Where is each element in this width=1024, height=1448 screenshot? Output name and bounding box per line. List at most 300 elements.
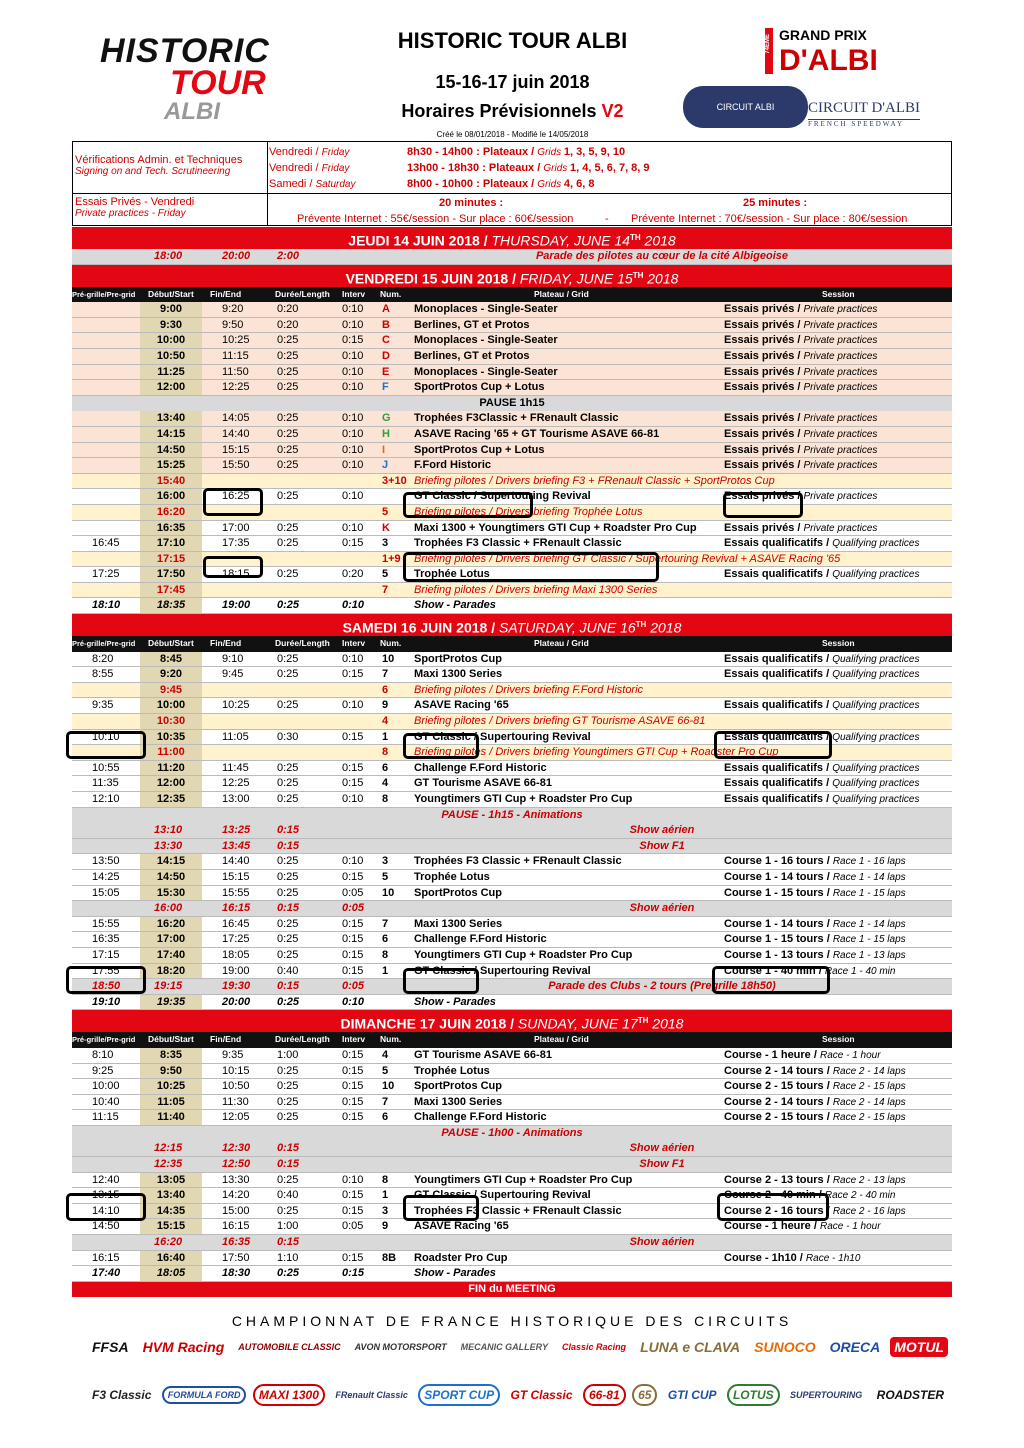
row-cell: Show aérien <box>629 824 695 837</box>
row-cell: 0:10 <box>342 412 364 425</box>
day-title: JEUDI 14 JUIN 2018 / <box>348 232 492 249</box>
row-cell: 0:15 <box>342 1251 364 1264</box>
session-cell <box>724 411 877 426</box>
row-cell: 12:10 <box>92 793 120 805</box>
row-cell: 0:25 <box>277 381 299 394</box>
column-header-cell: Durée/Length <box>275 638 330 649</box>
row-cell: Maxi 1300 Series <box>414 1095 503 1108</box>
row-cell: 1 <box>382 964 389 977</box>
session-en: Race - 1 hour <box>819 1221 881 1233</box>
row-cell: Briefing pilotes / Drivers briefing GT Tourisme ASAVE 66-81 <box>414 715 706 728</box>
row-cell: Trophée Lotus <box>414 568 490 581</box>
session-fr: Course 2 - 14 tours / <box>724 1064 833 1077</box>
row-cell: 0:15 <box>342 668 364 681</box>
sponsor-logo: LUNA e CLAVA <box>640 1339 741 1355</box>
session-cell <box>724 854 906 869</box>
row-cell: 11:05 <box>222 730 249 743</box>
table-row <box>72 1095 952 1111</box>
page-title: HISTORIC TOUR ALBI 15-16-17 juin 2018 Horaires Prévisionnels V2 Créé le 08/01/2018 - Modifié le 14/05/2018 <box>397 28 628 139</box>
row-cell: 12:35 <box>140 792 202 807</box>
session-fr: Course 1 - 16 tours / <box>724 855 833 868</box>
table-row <box>72 349 952 365</box>
session-fr: Course 2 - 13 tours / <box>724 1173 833 1186</box>
row-cell: 15:55 <box>92 917 120 930</box>
session-en: Qualifying practices <box>832 731 920 743</box>
highlight-box <box>714 731 832 759</box>
highlight-box <box>712 966 830 994</box>
row-cell: 0:10 <box>342 349 364 362</box>
row-cell: Trophée Lotus <box>414 870 490 883</box>
day-year: 2018 <box>646 619 682 636</box>
row-cell: 0:15 <box>342 537 364 550</box>
row-cell: Briefing pilotes / Drivers briefing F.Ford Historic <box>414 683 644 696</box>
table-row <box>72 318 952 334</box>
table-row <box>72 302 952 318</box>
session-fr: Course 1 - 14 tours / <box>724 917 833 930</box>
row-cell: 16:15 <box>222 1220 250 1233</box>
session-cell <box>724 458 877 473</box>
row-cell: 8 <box>382 948 389 961</box>
sponsor-logo: ORECA <box>829 1339 881 1355</box>
session-en: Private practices <box>803 304 878 316</box>
row-cell: 0:10 <box>342 699 364 712</box>
row-cell: 16:40 <box>140 1251 202 1266</box>
row-cell: 0:25 <box>277 1111 299 1124</box>
row-cell: Maxi 1300 + Youngtimers GTI Cup + Roadster Pro Cup <box>414 521 697 534</box>
row-cell: 17:45 <box>140 583 202 598</box>
session-en: Private practices <box>803 335 878 347</box>
row-cell: 6 <box>382 761 389 774</box>
row-cell: Parade des Clubs - 2 tours (Pregrille 18h50) <box>548 980 776 993</box>
session-fr: Essais privés / <box>724 459 804 472</box>
row-cell: 12:50 <box>222 1158 251 1171</box>
row-cell: 7 <box>382 583 389 596</box>
row-cell: 0:10 <box>342 303 364 316</box>
row-cell: Briefing pilotes / Drivers briefing GT Classic / Supertouring Revival + ASAVE Racing '65 <box>414 552 841 565</box>
session-cell <box>724 652 919 667</box>
row-cell: GT Classic / Supertouring Revival <box>414 964 591 977</box>
row-cell: ASAVE Racing '65 <box>414 699 509 712</box>
row-cell: 3 <box>382 537 389 550</box>
row-cell: 13:00 <box>222 793 250 805</box>
row-cell: 17:15 <box>140 552 202 567</box>
session-cell <box>724 318 877 333</box>
row-cell: 0:25 <box>277 1064 299 1077</box>
row-cell: 0:20 <box>342 568 364 581</box>
row-cell: F <box>382 381 389 394</box>
row-cell: 15:25 <box>140 458 202 473</box>
session-en: Race 1 - 14 laps <box>832 918 906 930</box>
session-en: Race 2 - 14 laps <box>832 1065 906 1077</box>
session-fr: Essais qualificatifs / <box>724 652 833 665</box>
row-cell: 0:15 <box>342 933 364 946</box>
highlight-box <box>66 731 146 759</box>
session-fr: Essais qualificatifs / <box>724 777 833 790</box>
row-cell: 7 <box>382 668 389 681</box>
row-cell: 0:15 <box>342 1189 364 1202</box>
day-band <box>72 265 952 287</box>
row-cell: 14:35 <box>140 1204 202 1219</box>
sponsor-logo: FFSA <box>92 1339 129 1355</box>
session-cell <box>724 443 877 458</box>
row-cell: 18:05 <box>140 1266 202 1281</box>
row-cell: ASAVE Racing '65 + GT Tourisme ASAVE 66-81 <box>414 427 660 440</box>
column-header-cell: Session <box>822 288 855 299</box>
row-cell: 13:30 <box>222 1173 250 1186</box>
grid-logo: GT Classic <box>510 1388 573 1402</box>
grid-logo: F3 Classic <box>92 1388 152 1402</box>
row-cell: 18:15 <box>222 568 250 581</box>
grid-logo: LOTUS <box>727 1384 780 1406</box>
row-cell: 0:10 <box>342 381 364 394</box>
row-cell: GT Classic / Supertouring Revival <box>414 490 591 503</box>
row-cell: 10:00 <box>92 1080 120 1093</box>
row-cell: 11:15 <box>92 1111 119 1124</box>
session-en: Race 1 - 15 laps <box>832 887 906 899</box>
row-cell: 0:05 <box>342 980 365 993</box>
row-cell: 18:05 <box>222 948 250 961</box>
table-row <box>72 411 952 427</box>
session-en: Race 2 - 40 min <box>824 1190 896 1202</box>
highlight-box <box>717 1193 829 1221</box>
row-cell: 8:20 <box>92 652 114 665</box>
table-row <box>72 1219 952 1235</box>
row-cell: 16:35 <box>92 933 120 946</box>
session-en: Private practices <box>803 460 878 472</box>
row-cell: 19:35 <box>140 995 202 1010</box>
row-cell: 8 <box>382 746 389 759</box>
highlight-box <box>723 492 803 518</box>
row-cell: 0:10 <box>342 995 365 1008</box>
row-cell: 14:15 <box>140 427 202 442</box>
row-cell: 10:40 <box>92 1095 120 1108</box>
session-fr: Course - 1 heure / <box>724 1048 820 1061</box>
session-fr: Essais privés / <box>724 412 804 425</box>
row-cell: 19:00 <box>222 964 250 977</box>
row-cell: 0:25 <box>277 349 299 362</box>
column-header-cell: Fin/End <box>210 1034 242 1045</box>
row-cell: F.Ford Historic <box>414 459 492 472</box>
row-cell: 0:25 <box>277 886 299 899</box>
row-cell: Parade des pilotes au cœur de la cité Albigeoise <box>535 250 789 262</box>
session-fr: Course 2 - 15 tours / <box>724 1111 833 1124</box>
row-cell: 15:05 <box>92 886 120 899</box>
row-cell: 9:50 <box>222 318 244 331</box>
session-fr: Course 1 - 13 tours / <box>724 948 833 961</box>
day-sup: TH <box>637 1016 649 1026</box>
table-row <box>72 1110 952 1126</box>
column-header-cell: Interv <box>342 1034 366 1045</box>
highlight-box <box>66 1193 146 1221</box>
row-cell: 0:25 <box>277 1080 299 1093</box>
row-cell: 16:35 <box>140 521 202 536</box>
session-fr: Essais privés / <box>724 490 804 503</box>
verif-time <box>407 160 650 176</box>
row-cell: 8:35 <box>140 1048 202 1063</box>
row-cell: 10 <box>382 886 395 899</box>
row-cell: 0:15 <box>342 730 364 743</box>
table-row <box>72 536 952 552</box>
row-cell: 4 <box>382 715 389 728</box>
session-en: Race 1 - 15 laps <box>832 934 906 946</box>
session-cell <box>724 1219 881 1234</box>
row-cell: 0:15 <box>277 839 300 852</box>
row-cell: 9 <box>382 699 389 712</box>
historic-tour-logo: HISTORIC TOUR ALBI <box>100 32 270 125</box>
row-cell: 12:25 <box>222 777 250 790</box>
session-fr: Course 1 - 15 tours / <box>724 933 833 946</box>
row-cell: 0:25 <box>277 599 300 612</box>
session-en: Race 1 - 14 laps <box>832 871 906 883</box>
table-row <box>72 776 952 792</box>
row-cell: 0:25 <box>277 521 299 534</box>
row-cell: 0:15 <box>342 870 364 883</box>
column-header-cell: Num. <box>380 288 402 299</box>
session-cell <box>724 427 877 442</box>
row-cell: 14:50 <box>140 870 202 885</box>
row-cell: E <box>382 365 390 378</box>
session-fr: Course - 1 heure / <box>724 1220 820 1233</box>
row-cell: 0:10 <box>342 1173 364 1186</box>
verif-day-en: Friday <box>321 163 350 174</box>
row-cell: 14:15 <box>140 854 202 869</box>
row-cell: 19:10 <box>92 995 121 1008</box>
highlight-box <box>203 556 263 578</box>
row-cell: 1:00 <box>277 1220 299 1233</box>
session-fr: Essais qualificatifs / <box>724 699 833 712</box>
row-cell: 0:10 <box>342 490 364 503</box>
table-row <box>72 932 952 948</box>
verif-grids: 1, 4, 5, 6, 7, 8, 9 <box>570 162 650 174</box>
row-cell: 14:20 <box>222 1189 250 1202</box>
row-cell: I <box>382 443 386 456</box>
row-cell: SportProtos Cup <box>414 1080 502 1093</box>
table-row <box>72 249 952 265</box>
row-cell: 13:05 <box>140 1173 202 1188</box>
row-cell: 10:15 <box>222 1064 250 1077</box>
row-cell: 0:25 <box>277 365 299 378</box>
row-cell: 1:00 <box>277 1048 299 1061</box>
row-cell: 18:50 <box>92 980 121 993</box>
row-cell: 8 <box>382 793 389 805</box>
row-cell: 13:25 <box>222 824 251 837</box>
row-cell: 0:25 <box>277 699 299 712</box>
row-cell: 13:40 <box>140 411 202 426</box>
table-row <box>72 380 952 396</box>
column-header <box>72 287 952 303</box>
row-cell: 14:05 <box>222 412 250 425</box>
grid-logos <box>88 1378 948 1412</box>
row-cell: 8:10 <box>92 1048 114 1061</box>
session-cell <box>724 1110 906 1125</box>
row-cell: 0:15 <box>342 917 364 930</box>
session-cell <box>724 1079 906 1094</box>
row-cell: 0:25 <box>277 412 299 425</box>
row-cell: 0:40 <box>277 964 299 977</box>
row-cell: 7 <box>382 1095 389 1108</box>
row-cell: 15:15 <box>222 870 250 883</box>
verif-grids-en: Grids <box>543 163 571 174</box>
row-cell: 17:55 <box>92 964 120 977</box>
day-sup: TH <box>629 233 641 242</box>
row-cell: 17:35 <box>222 537 250 550</box>
row-cell: 0:25 <box>277 933 299 946</box>
row-cell: 15:15 <box>222 443 250 456</box>
grid-logo: MAXI 1300 <box>253 1384 325 1406</box>
row-cell: Show - Parades <box>414 995 496 1008</box>
row-cell: Challenge F.Ford Historic <box>414 933 547 946</box>
row-cell: 6 <box>382 933 389 946</box>
row-cell: 0:10 <box>342 459 364 472</box>
session-en: Private practices <box>803 428 878 440</box>
day-year: 2018 <box>643 270 679 287</box>
sponsor-logo: MECANIC GALLERY <box>460 1342 549 1352</box>
table-row <box>72 917 952 933</box>
row-cell: ASAVE Racing '65 <box>414 1220 509 1233</box>
table-row <box>72 1173 952 1189</box>
table-row <box>72 521 952 537</box>
column-header-cell: Fin/End <box>210 288 242 299</box>
row-cell: 19:30 <box>222 980 251 993</box>
grand-prix-logo: 74ÈME GRAND PRIX D'ALBI <box>765 27 878 77</box>
row-cell: 15:40 <box>140 474 202 489</box>
row-cell: Briefing pilotes / Drivers briefing Youngtimers GTI Cup + Roadster Pro Cup <box>414 746 779 759</box>
row-cell: B <box>382 318 390 331</box>
row-cell: 15:55 <box>222 886 250 899</box>
session-fr: Essais qualificatifs / <box>724 793 833 805</box>
session-en: Qualifying practices <box>832 762 920 774</box>
row-cell: 14:50 <box>140 443 202 458</box>
table-row <box>72 683 952 699</box>
row-cell: 0:10 <box>342 427 364 440</box>
row-cell: 8 <box>382 1173 389 1186</box>
row-cell: 20:00 <box>222 250 251 262</box>
row-cell: 0:15 <box>277 902 300 915</box>
row-cell: 13:50 <box>92 855 120 868</box>
row-cell: 0:25 <box>277 777 299 790</box>
row-cell: 0:15 <box>342 761 364 774</box>
row-cell: 0:25 <box>277 855 299 868</box>
verif-grids: 4, 6, 8 <box>563 178 595 190</box>
row-cell: 0:25 <box>277 793 299 805</box>
session-cell <box>724 302 877 317</box>
schedule-table <box>72 227 952 1297</box>
row-cell: 9:35 <box>222 1048 244 1061</box>
row-cell: 4 <box>382 777 389 790</box>
row-cell: 0:10 <box>342 855 364 868</box>
row-cell: 16:00 <box>140 489 202 504</box>
session-en: Race 1 - 40 min <box>824 965 896 977</box>
row-cell: 4 <box>382 1048 389 1061</box>
column-header-cell: Début/Start <box>148 288 194 299</box>
sponsor-logo: SUNOCO <box>754 1339 816 1355</box>
row-cell: 11:30 <box>222 1095 249 1108</box>
table-row <box>72 761 952 777</box>
row-cell: Show - Parades <box>414 1267 496 1280</box>
session-en: Private practices <box>803 350 878 362</box>
session-fr: Essais privés / <box>724 334 804 347</box>
verif-time <box>407 176 594 192</box>
row-cell: SportProtos Cup + Lotus <box>414 443 545 456</box>
session-cell <box>724 792 919 807</box>
row-cell: 12:00 <box>140 776 202 791</box>
row-cell: 17:10 <box>140 536 202 551</box>
row-cell: 10:00 <box>140 698 202 713</box>
row-cell: 0:15 <box>277 1158 300 1171</box>
row-cell: 9:35 <box>92 699 114 712</box>
session-cell <box>724 870 906 885</box>
row-cell: 0:15 <box>342 1064 364 1077</box>
row-cell: 17:50 <box>140 567 202 582</box>
row-cell: 0:15 <box>342 1095 364 1108</box>
session-cell <box>724 1173 906 1188</box>
row-cell: 0:05 <box>342 1220 364 1233</box>
session-cell <box>724 667 919 682</box>
row-cell: 0:25 <box>277 870 299 883</box>
table-row <box>72 1048 952 1064</box>
row-cell: 15:30 <box>140 886 202 901</box>
session-en: Private practices <box>803 444 878 456</box>
row-cell: 0:15 <box>277 1236 300 1249</box>
table-row <box>72 1079 952 1095</box>
row-cell: 0:10 <box>342 521 364 534</box>
session-cell <box>724 536 919 551</box>
row-cell: 17:00 <box>222 521 250 534</box>
row-cell: 17:15 <box>92 948 120 961</box>
row-cell: 0:10 <box>342 599 365 612</box>
row-cell: 8B <box>382 1251 397 1264</box>
verif-hours: 8h00 - 10h00 : Plateaux / <box>407 178 538 190</box>
session-en: Private practices <box>803 522 878 534</box>
verif-day: Samedi / Saturday <box>269 178 356 190</box>
session-en: Private practices <box>803 413 878 425</box>
row-cell: 12:05 <box>222 1111 250 1124</box>
highlight-box <box>203 488 263 516</box>
day-title-en: SATURDAY, JUNE 16 <box>499 619 636 636</box>
row-cell: 12:15 <box>154 1142 183 1155</box>
row-cell: 17:25 <box>222 933 250 946</box>
table-row <box>72 458 952 474</box>
row-cell: 18:20 <box>140 964 202 979</box>
grid-logo: FORMULA FORD <box>162 1386 247 1404</box>
session-en: Race 2 - 15 laps <box>832 1112 906 1124</box>
row-cell: 12:35 <box>154 1158 183 1171</box>
table-row <box>72 667 952 683</box>
row-cell: G <box>382 412 391 425</box>
day-sup: TH <box>635 620 647 630</box>
row-cell: 12:25 <box>222 381 250 394</box>
row-cell: 1:10 <box>277 1251 299 1264</box>
row-cell: GT Tourisme ASAVE 66-81 <box>414 1048 552 1061</box>
row-cell: 0:10 <box>342 365 364 378</box>
session-en: Qualifying practices <box>832 778 920 790</box>
grid-logo: SPORT CUP <box>418 1384 500 1406</box>
verif-day: Vendredi / Friday <box>269 146 350 158</box>
row-cell: D <box>382 349 390 362</box>
session-cell <box>724 948 906 963</box>
row-cell: 9:25 <box>92 1064 114 1077</box>
row-cell: 10:00 <box>140 333 202 348</box>
row-cell: 17:40 <box>92 1267 121 1280</box>
row-cell: 3+10 <box>382 474 407 487</box>
row-cell: 14:10 <box>92 1204 120 1217</box>
row-cell: SportProtos Cup <box>414 652 502 665</box>
grid-logo: FRenault Classic <box>335 1390 408 1400</box>
day-title-en: THURSDAY, JUNE 14 <box>491 232 630 249</box>
row-cell: Youngtimers GTI Cup + Roadster Pro Cup <box>414 948 633 961</box>
row-cell: Briefing pilotes / Drivers briefing F3 + FRenault Classic + SportProtos Cup <box>414 474 775 487</box>
page-header <box>0 0 1024 140</box>
